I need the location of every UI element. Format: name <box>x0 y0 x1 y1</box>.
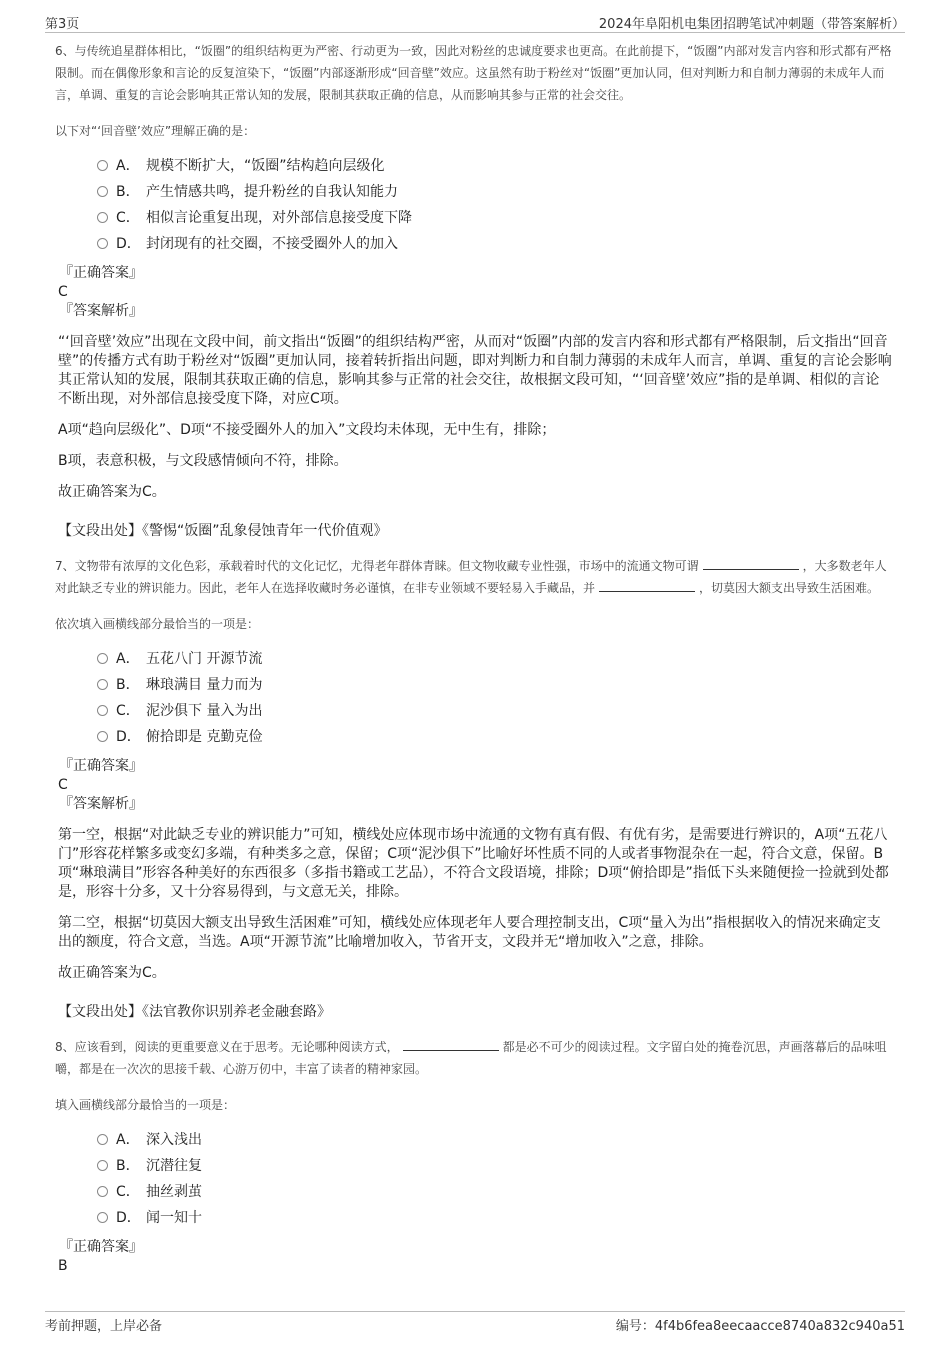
question-text: 8、应该看到，阅读的更重要意义在于思考。无论哪种阅读方式， 都是必不可少的阅读过程。文字留白处的掩卷沉思，声画落幕后的品味咀嚼，都是在一次次的思接千载、心游万仞中，丰富了读者的精神家园。 <box>55 1040 887 1076</box>
analysis-paragraph: 故正确答案为C。 <box>58 965 166 981</box>
option-a[interactable]: A． 深入浅出 <box>97 1127 892 1153</box>
fill-blank <box>599 579 695 592</box>
document-title: 2024年阜阳机电集团招聘笔试冲刺题（带答案解析） <box>598 17 905 32</box>
fill-blank <box>403 1038 499 1051</box>
question-prompt: 依次填入画横线部分最恰当的一项是： <box>55 617 260 631</box>
option-list <box>97 1127 892 1231</box>
question-prompt: 以下对“‘回音壁’效应”理解正确的是： <box>55 124 256 138</box>
analysis-paragraph: A项“趋向层级化”、D项“不接受圈外人的加入”文段均未体现，无中生有，排除； <box>58 422 556 438</box>
question-prompt: 填入画横线部分最恰当的一项是： <box>55 1098 236 1112</box>
analysis-paragraph: “‘回音壁’效应”出现在文段中间，前文指出“饭圈”的组织结构严密，从而对“饭圈”内部的发言内容和形式都有严格限制，后文指出“回音壁”的传播方式有助于粉丝对“饭圈”更加认同，接着转折指出问题，即对判断力和自制力薄弱的未成年人而言，单调、重复的言论会影响其正常认知的发展，限制其获取正确的信息，影响其参与正常的社会交往，故根据文段可知，“‘回音壁’效应”指的是单调、相似的言论不断出现，对外部信息接受度下降，对应C项。 <box>58 334 892 407</box>
radio-icon[interactable] <box>97 1186 108 1197</box>
analysis-label: 『答案解析』 <box>59 303 143 319</box>
page-footer <box>45 1311 905 1336</box>
radio-icon[interactable] <box>97 160 108 171</box>
footer-slogan: 考前押题，上岸必备 <box>45 1319 163 1334</box>
analysis-paragraph: 第二空，根据“切莫因大额支出导致生活困难”可知，横线处应体现老年人要合理控制支出，C项“量入为出”指根据收入的情况来确定支出的额度，符合文意，当选。A项“开源节流”比喻增加收入，节省开支，文段并无“增加收入”之意，排除。 <box>58 915 881 950</box>
radio-icon[interactable] <box>97 679 108 690</box>
document-id: 编号：4f4b6fea8eecaacce8740a832c940a51 <box>615 1319 905 1334</box>
option-c[interactable]: C． 泥沙俱下 量入为出 <box>97 698 892 724</box>
option-b[interactable]: B． 琳琅满目 量力而为 <box>97 672 892 698</box>
document-body <box>55 40 892 1276</box>
analysis-paragraph: 故正确答案为C。 <box>58 484 166 500</box>
radio-icon[interactable] <box>97 731 108 742</box>
option-b[interactable]: B． 产生情感共鸣，提升粉丝的自我认知能力 <box>97 179 892 205</box>
option-d[interactable]: D． 闻一知十 <box>97 1205 892 1231</box>
option-b[interactable]: B． 沉潜往复 <box>97 1153 892 1179</box>
option-a[interactable]: A． 五花八门 开源节流 <box>97 646 892 672</box>
radio-icon[interactable] <box>97 212 108 223</box>
option-d[interactable]: D． 俯拾即是 克勤克俭 <box>97 724 892 750</box>
radio-icon[interactable] <box>97 653 108 664</box>
option-c[interactable]: C． 抽丝剥茧 <box>97 1179 892 1205</box>
option-d[interactable]: D． 封闭现有的社交圈，不接受圈外人的加入 <box>97 231 892 257</box>
question-6 <box>55 40 892 541</box>
page-number: 第3页 <box>45 17 80 32</box>
option-list <box>97 646 892 750</box>
analysis-paragraph: 第一空，根据“对此缺乏专业的辨识能力”可知，横线处应体现市场中流通的文物有真有假、有优有劣，是需要进行辨识的，A项“五花八门”形容花样繁多或变幻多端，有种类多之意，保留；C项“泥沙俱下”比喻好坏性质不同的人或者事物混杂在一起，符合文意，保留。B项“琳琅满目”形容各种美好的东西很多（多指书籍或工艺品），不符合文段语境，排除；D项“俯拾即是”指低下头来随便捡一捡就到处都是，形容十分多，又十分容易得到，与文意无关，排除。 <box>58 827 889 900</box>
analysis-paragraph: B项，表意积极，与文段感情倾向不符，排除。 <box>58 453 348 469</box>
option-c[interactable]: C． 相似言论重复出现，对外部信息接受度下降 <box>97 205 892 231</box>
answer-label: 『正确答案』 <box>59 758 143 774</box>
radio-icon[interactable] <box>97 1134 108 1145</box>
answer-label: 『正确答案』 <box>59 265 143 281</box>
radio-icon[interactable] <box>97 186 108 197</box>
question-8 <box>55 1036 892 1276</box>
source-citation: 【文段出处】《法官教你识别养老金融套路》 <box>58 1004 331 1020</box>
question-text: 7、文物带有浓厚的文化色彩，承载着时代的文化记忆，尤得老年群体青睐。但文物收藏专业性强，市场中的流通文物可谓 ，大多数老年人对此缺乏专业的辨识能力。因此，老年人在选择收藏时务必谨慎，在非专业领域不要轻易入手藏品，并 ，切莫因大额支出导致生活困难。 <box>55 559 887 595</box>
fill-blank <box>703 557 799 570</box>
radio-icon[interactable] <box>97 705 108 716</box>
answer-value: C <box>58 284 68 300</box>
answer-value: B <box>58 1258 68 1274</box>
answer-label: 『正确答案』 <box>59 1239 143 1255</box>
question-text: 6、与传统追星群体相比，“饭圈”的组织结构更为严密、行动更为一致，因此对粉丝的忠诚度要求也更高。在此前提下，“饭圈”内部对发言内容和形式都有严格限制。而在偶像形象和言论的反复渲染下，“饭圈”内部逐渐形成“回音壁”效应。这虽然有助于粉丝对“饭圈”更加认同，但对判断力和自制力薄弱的未成年人而言，单调、重复的言论会影响其正常认知的发展，限制其获取正确的信息，从而影响其参与正常的社会交往。 <box>55 44 892 102</box>
radio-icon[interactable] <box>97 1160 108 1171</box>
option-list <box>97 153 892 257</box>
analysis-label: 『答案解析』 <box>59 796 143 812</box>
option-a[interactable]: A． 规模不断扩大，“饭圈”结构趋向层级化 <box>97 153 892 179</box>
page-header <box>45 10 905 33</box>
radio-icon[interactable] <box>97 1212 108 1223</box>
radio-icon[interactable] <box>97 238 108 249</box>
source-citation: 【文段出处】《警惕“饭圈”乱象侵蚀青年一代价值观》 <box>58 523 388 539</box>
question-7 <box>55 555 892 1022</box>
answer-value: C <box>58 777 68 793</box>
